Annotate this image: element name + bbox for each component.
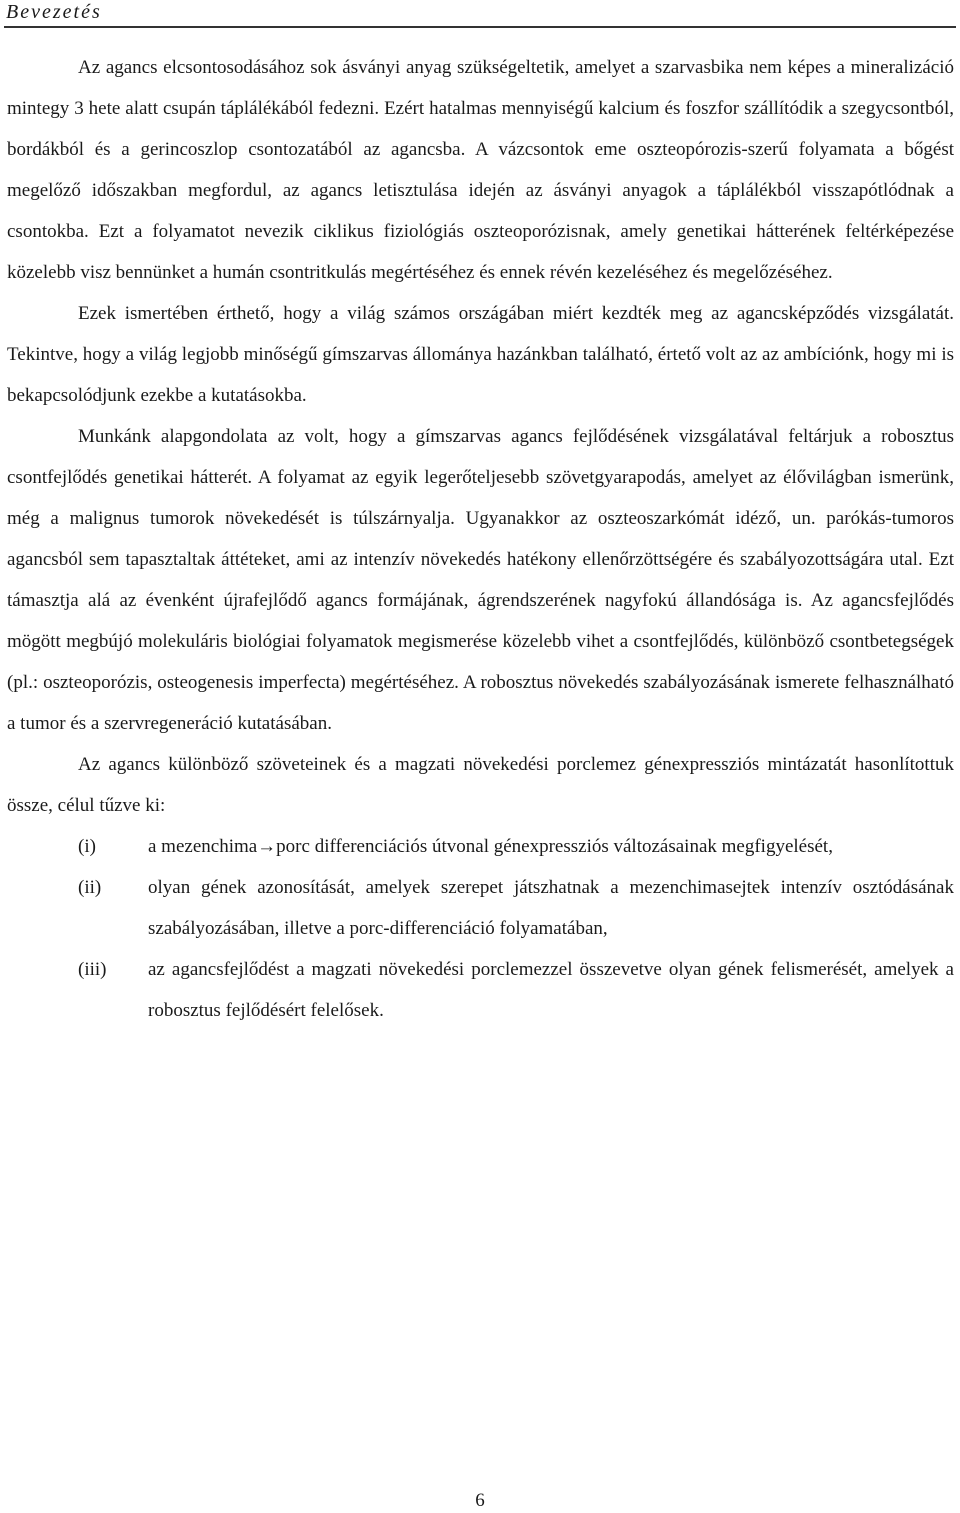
paragraph-2: Ezek ismertében érthető, hogy a világ számos országában miért kezdték meg az agancsképződés vizsgálatát. Tekintve, hogy a világ legjobb minőségű gímszarvas állománya hazánkban található, értető volt az az ambíciónk, hogy mi is bekapcsolódjunk ezekbe a kutatásokba. [7,303,954,406]
paragraph-1: Az agancs elcsontosodásához sok ásványi anyag szükségeltetik, amelyet a szarvasbika nem képes a mineralizáció mintegy 3 hete alatt csupán táplálékából fedezni. Ezért hatalmas mennyiségű kalcium és foszfor szállítódik a szegycsontból, bordákból és a gerincoszlop csontozatából az agancsba. A vázcsontok eme oszteopórozis-szerű folyamata a bőgést megelőző időszakban megfordul, az agancs letisztulása idején az ásványi anyagok a táplálékból visszapótlódnak a csontokba. Ezt a folyamatot nevezik ciklikus fiziológiás oszteoporózisnak, amely genetikai hátterének feltérképezése közelebb visz bennünket a humán csontritkulás megértéséhez és ennek révén kezeléséhez és megelőzéséhez. [7,57,954,283]
paragraph-4: Az agancs különböző szöveteinek és a magzati növekedési porclemez génexpressziós mintázatát hasonlítottuk össze, célul tűzve ki: [7,754,954,816]
document-body [7,47,954,1031]
list-item [7,867,954,949]
page-number: 6 [475,1490,485,1511]
list-item-text: a mezenchima→porc differenciációs útvonal génexpressziós változásainak megfigyelését, [148,836,833,857]
list-item-text: az agancsfejlődést a magzati növekedési porclemezzel összevetve olyan gének felismerését, amelyek a robosztus fejlődésért felelősek. [148,959,954,1021]
paragraph-3: Munkánk alapgondolata az volt, hogy a gímszarvas agancs fejlődésének vizsgálatával feltárjuk a robosztus csontfejlődés genetikai hátterét. A folyamat az egyik legerőteljesebb szövetgyarapodás, amelyet az élővilágban ismerünk, még a malignus tumorok növekedését is túlszárnyalja. Ugyanakkor az oszteoszarkómát idéző, un. parókás-tumoros agancsból sem tapasztaltak áttéteket, ami az intenzív növekedés hatékony ellenőrzöttségére és szabályozottságára utal. Ezt támasztja alá az évenként újrafejlődő agancs formájának, ágrendszerének nagyfokú állandósága is. Az agancsfejlődés mögött megbújó molekuláris biológiai folyamatok megismerése közelebb vihet a csontfejlődés, különböző csontbetegségek (pl.: oszteoporózis, osteogenesis imperfecta) megértéséhez. A robosztus növekedés szabályozásának ismerete felhasználható a tumor és a szervregeneráció kutatásában. [7,426,954,734]
list-item-text: olyan gének azonosítását, amelyek szerepet játszhatnak a mezenchimasejtek intenzív osztódásának szabályozásában, illetve a porc-differenciáció folyamatában, [148,877,954,939]
objectives-list [7,826,954,1031]
list-item [7,826,954,867]
list-item-number: (i) [78,836,96,857]
list-item [7,949,954,1031]
section-header: Bevezetés [6,1,102,23]
header-rule [4,26,956,28]
list-item-number: (ii) [78,877,102,898]
list-item-number: (iii) [78,959,107,980]
